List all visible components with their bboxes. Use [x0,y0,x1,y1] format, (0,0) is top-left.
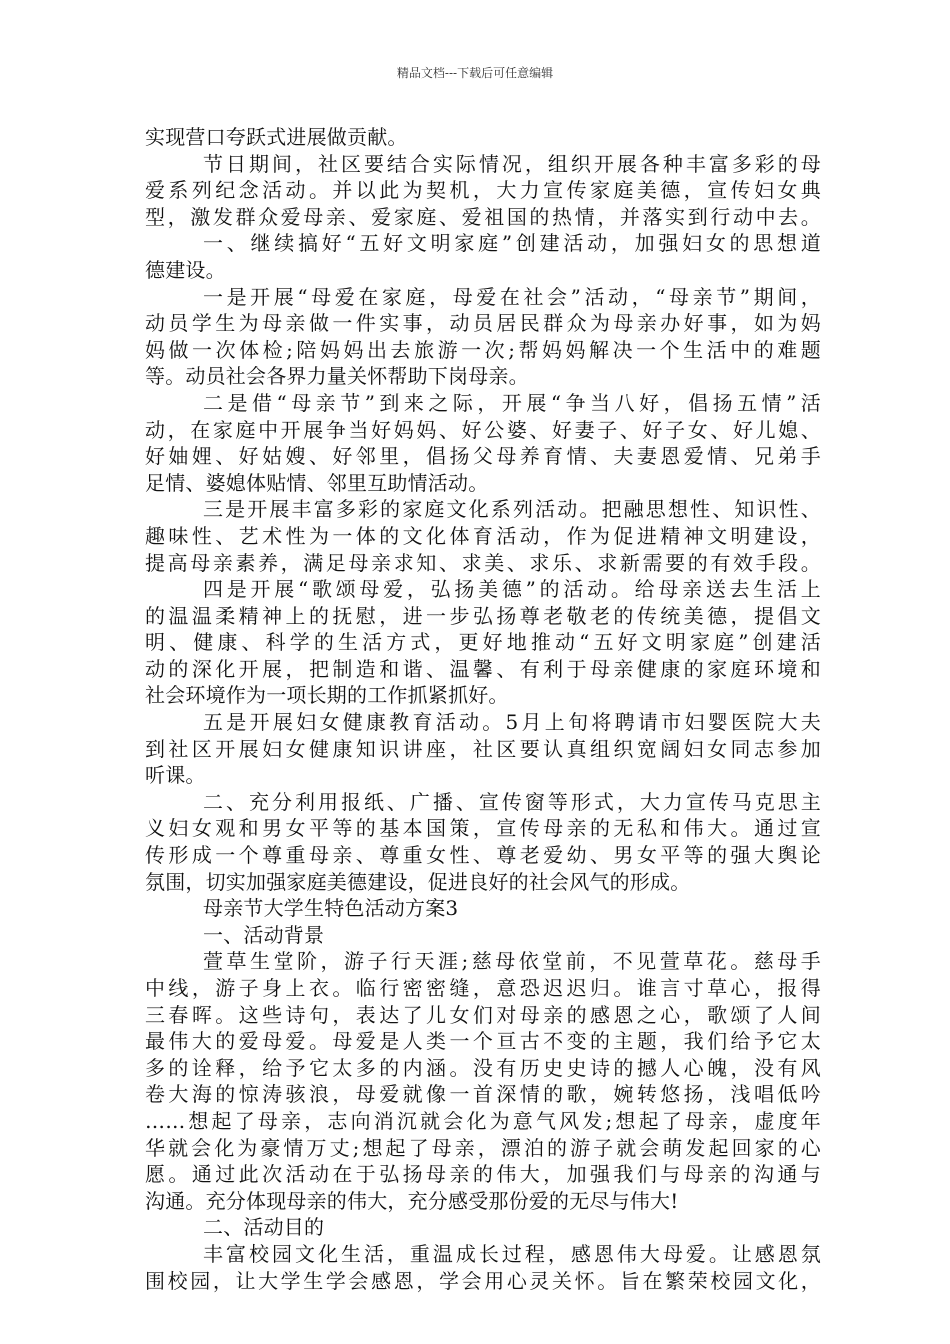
text-line: 沟通。充分体现母亲的伟大，充分感受那份爱的无尽与伟大! [145,1188,679,1213]
text-line: 二、活动目的 [203,1215,325,1240]
text-line: 萱草生堂阶，游子行天涯;慈母依堂前，不见萱草花。慈母手 [203,949,821,974]
text-line: 妈做一次体检;陪妈妈出去旅游一次;帮妈妈解决一个生活中的难题 [145,337,821,362]
text-line: 提高母亲素养，满足母亲求知、求美、求乐、求新需要的有效手段。 [145,550,821,575]
text-line: 卷大海的惊涛骇浪，母爱就像一首深情的歌，婉转悠扬，浅唱低吟 [145,1082,821,1107]
text-line: 义妇女观和男女平等的基本国策，宣传母亲的无私和伟大。通过宣 [145,816,821,841]
text-line: 节日期间，社区要结合实际情况，组织开展各种丰富多彩的母 [203,151,821,176]
text-line: 明、健康、科学的生活方式，更好地推动“五好文明家庭”创建活 [145,630,821,655]
text-line: 愿。通过此次活动在于弘扬母亲的伟大，加强我们与母亲的沟通与 [145,1162,821,1187]
text-line: 爱系列纪念活动。并以此为契机，大力宣传家庭美德，宣传妇女典 [145,178,821,203]
text-line: 实现营口夸跃式进展做贡献。 [145,125,408,149]
text-line: 五是开展妇女健康教育活动。5月上旬将聘请市妇婴医院大夫 [203,710,821,735]
text-line: 趣味性、艺术性为一体的文化体育活动，作为促进精神文明建设， [145,523,821,548]
text-line: 型，激发群众爱母亲、爱家庭、爱祖国的热情，并落实到行动中去。 [145,204,821,229]
text-line: 三是开展丰富多彩的家庭文化系列活动。把融思想性、知识性、 [203,497,821,522]
text-line: 三春晖。这些诗句，表达了儿女们对母亲的感恩之心，歌颂了人间 [145,1002,821,1027]
text-line: 听课。 [145,763,206,788]
text-line: 动的深化开展，把制造和谐、温馨、有利于母亲健康的家庭环境和 [145,656,821,681]
text-line: 多的诠释，给予它太多的内涵。没有历史史诗的撼人心魄，没有风 [145,1055,821,1080]
text-line: 母亲节大学生特色活动方案3 [203,896,459,921]
text-line: 围校园，让大学生学会感恩，学会用心灵关怀。旨在繁荣校园文化， [145,1268,821,1293]
text-line: 华就会化为豪情万丈;想起了母亲，漂泊的游子就会萌发起回家的心 [145,1135,821,1160]
text-line: 好妯娌、好姑嫂、好邻里，倡扬父母养育情、夫妻恩爱情、兄弟手 [145,444,821,469]
text-line: 中线，游子身上衣。临行密密缝，意恐迟迟归。谁言寸草心，报得 [145,976,821,1000]
text-line: 传形成一个尊重母亲、尊重女性、尊老爱幼、男女平等的强大舆论 [145,843,821,868]
text-line: ……想起了母亲，志向消沉就会化为意气风发;想起了母亲，虚度年 [145,1108,821,1133]
text-line: 丰富校园文化生活，重温成长过程，感恩伟大母爱。让感恩氛 [203,1241,821,1266]
text-line: 等。动员社会各界力量关怀帮助下岗母亲。 [145,364,529,389]
page-header: 精品文档---下载后可任意编辑 [396,66,554,80]
text-line: 动，在家庭中开展争当好妈妈、好公婆、好妻子、好子女、好儿媳、 [145,417,821,442]
text-line: 社会环境作为一项长期的工作抓紧抓好。 [145,683,509,708]
text-line: 四是开展“歌颂母爱，弘扬美德”的活动。给母亲送去生活上 [203,577,821,602]
text-line: 足情、婆媳体贴情、邻里互助情活动。 [145,470,489,495]
text-line: 一、活动背景 [203,922,325,947]
text-line: 氛围，切实加强家庭美德建设，促进良好的社会风气的形成。 [145,869,691,894]
text-line: 动员学生为母亲做一件实事，动员居民群众为母亲办好事，如为妈 [145,311,821,336]
text-line: 二是借“母亲节”到来之际，开展“争当八好，倡扬五情”活 [203,390,821,415]
text-line: 到社区开展妇女健康知识讲座，社区要认真组织宽阔妇女同志参加 [145,736,821,761]
text-line: 一是开展“母爱在家庭，母爱在社会”活动，“母亲节”期间， [203,284,821,309]
document-body [145,124,821,1294]
text-line: 一、继续搞好“五好文明家庭”创建活动，加强妇女的思想道 [203,231,821,256]
text-line: 二、充分利用报纸、广播、宣传窗等形式，大力宣传马克思主 [203,789,821,814]
text-line: 德建设。 [145,257,226,282]
text-line: 最伟大的爱母爱。母爱是人类一个亘古不变的主题，我们给予它太 [145,1029,821,1054]
text-line: 的温温柔精神上的抚慰，进一步弘扬尊老敬老的传统美德，提倡文 [145,603,821,628]
